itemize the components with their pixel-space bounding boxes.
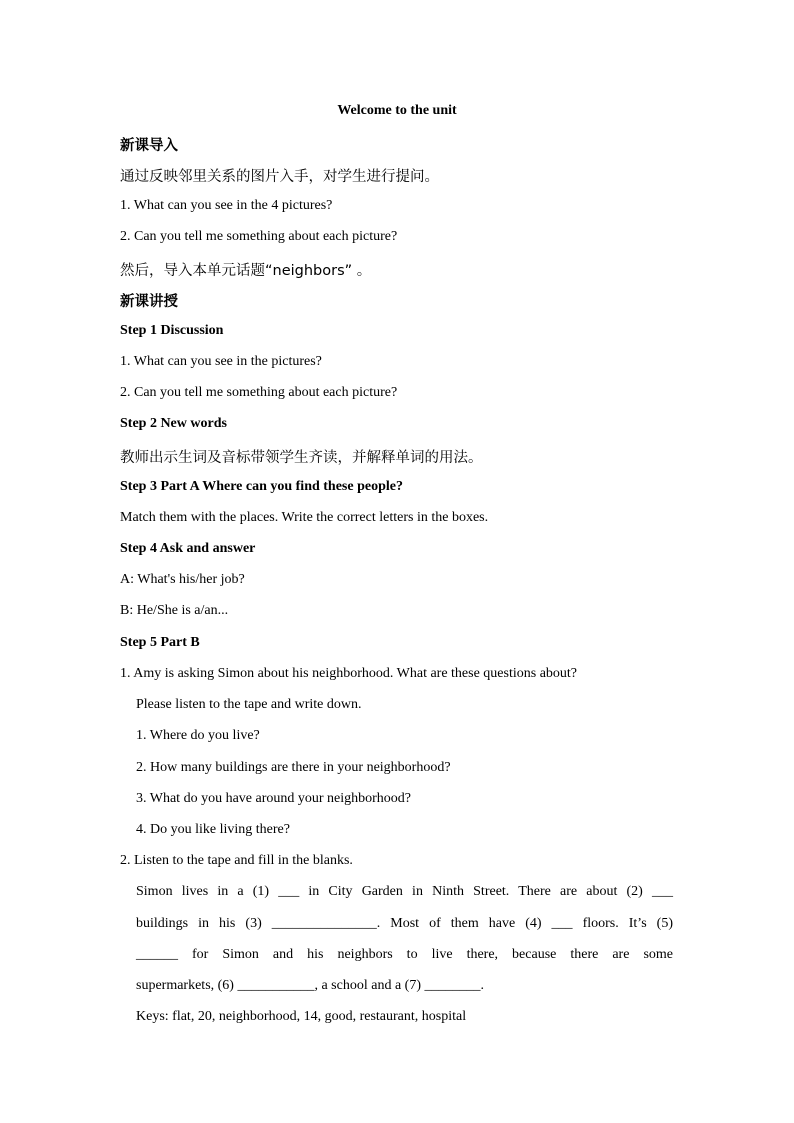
step5-item-2: 2. Listen to the tape and fill in the blanks. <box>120 853 353 868</box>
step3-heading: Step 3 Part A Where can you find these people? <box>120 479 403 494</box>
step5-item-1: 1. Amy is asking Simon about his neighborhood. What are these questions about? <box>120 666 578 681</box>
passage-line: buildings in his (3) _______________. Most of them have (4) ___ floors. It’s (5) <box>136 916 673 931</box>
step5-item-1-instruction: Please listen to the tape and write down. <box>136 697 362 712</box>
intro-question-2: 2. Can you tell me something about each picture? <box>120 229 398 244</box>
step4-line-b: B: He/She is a/an... <box>120 603 229 618</box>
step5-question: 4. Do you like living there? <box>136 822 290 837</box>
teach-heading: 新课讲授 <box>120 294 178 310</box>
step2-text: 教师出示生词及音标带领学生齐读，并解释单词的用法。 <box>120 450 483 466</box>
step1-question-1: 1. What can you see in the pictures? <box>120 354 322 369</box>
step4-line-a: A: What's his/her job? <box>120 572 245 587</box>
intro-topic: 然后，导入本单元话题“neighbors” 。 <box>120 263 372 279</box>
step3-text: Match them with the places. Write the correct letters in the boxes. <box>120 510 489 525</box>
step5-question: 3. What do you have around your neighborhood? <box>136 791 412 806</box>
step5-question: 2. How many buildings are there in your neighborhood? <box>136 760 451 775</box>
answer-keys: Keys: flat, 20, neighborhood, 14, good, restaurant, hospital <box>136 1009 467 1024</box>
intro-text: 通过反映邻里关系的图片入手，对学生进行提问。 <box>120 169 439 185</box>
step4-heading: Step 4 Ask and answer <box>120 541 256 556</box>
step5-heading: Step 5 Part B <box>120 635 200 650</box>
passage-line: ______ for Simon and his neighbors to live there, because there are some <box>136 947 673 962</box>
page-title: Welcome to the unit <box>337 103 457 118</box>
passage-line-last: supermarkets, (6) ___________, a school and a (7) ________. <box>136 978 484 993</box>
step1-heading: Step 1 Discussion <box>120 323 224 338</box>
step5-question: 1. Where do you live? <box>136 728 260 743</box>
step2-heading: Step 2 New words <box>120 416 227 431</box>
passage-line: Simon lives in a (1) ___ in City Garden in Ninth Street. There are about (2) ___ <box>136 884 673 899</box>
step1-question-2: 2. Can you tell me something about each picture? <box>120 385 398 400</box>
intro-question-1: 1. What can you see in the 4 pictures? <box>120 198 333 213</box>
intro-heading: 新课导入 <box>120 138 178 154</box>
